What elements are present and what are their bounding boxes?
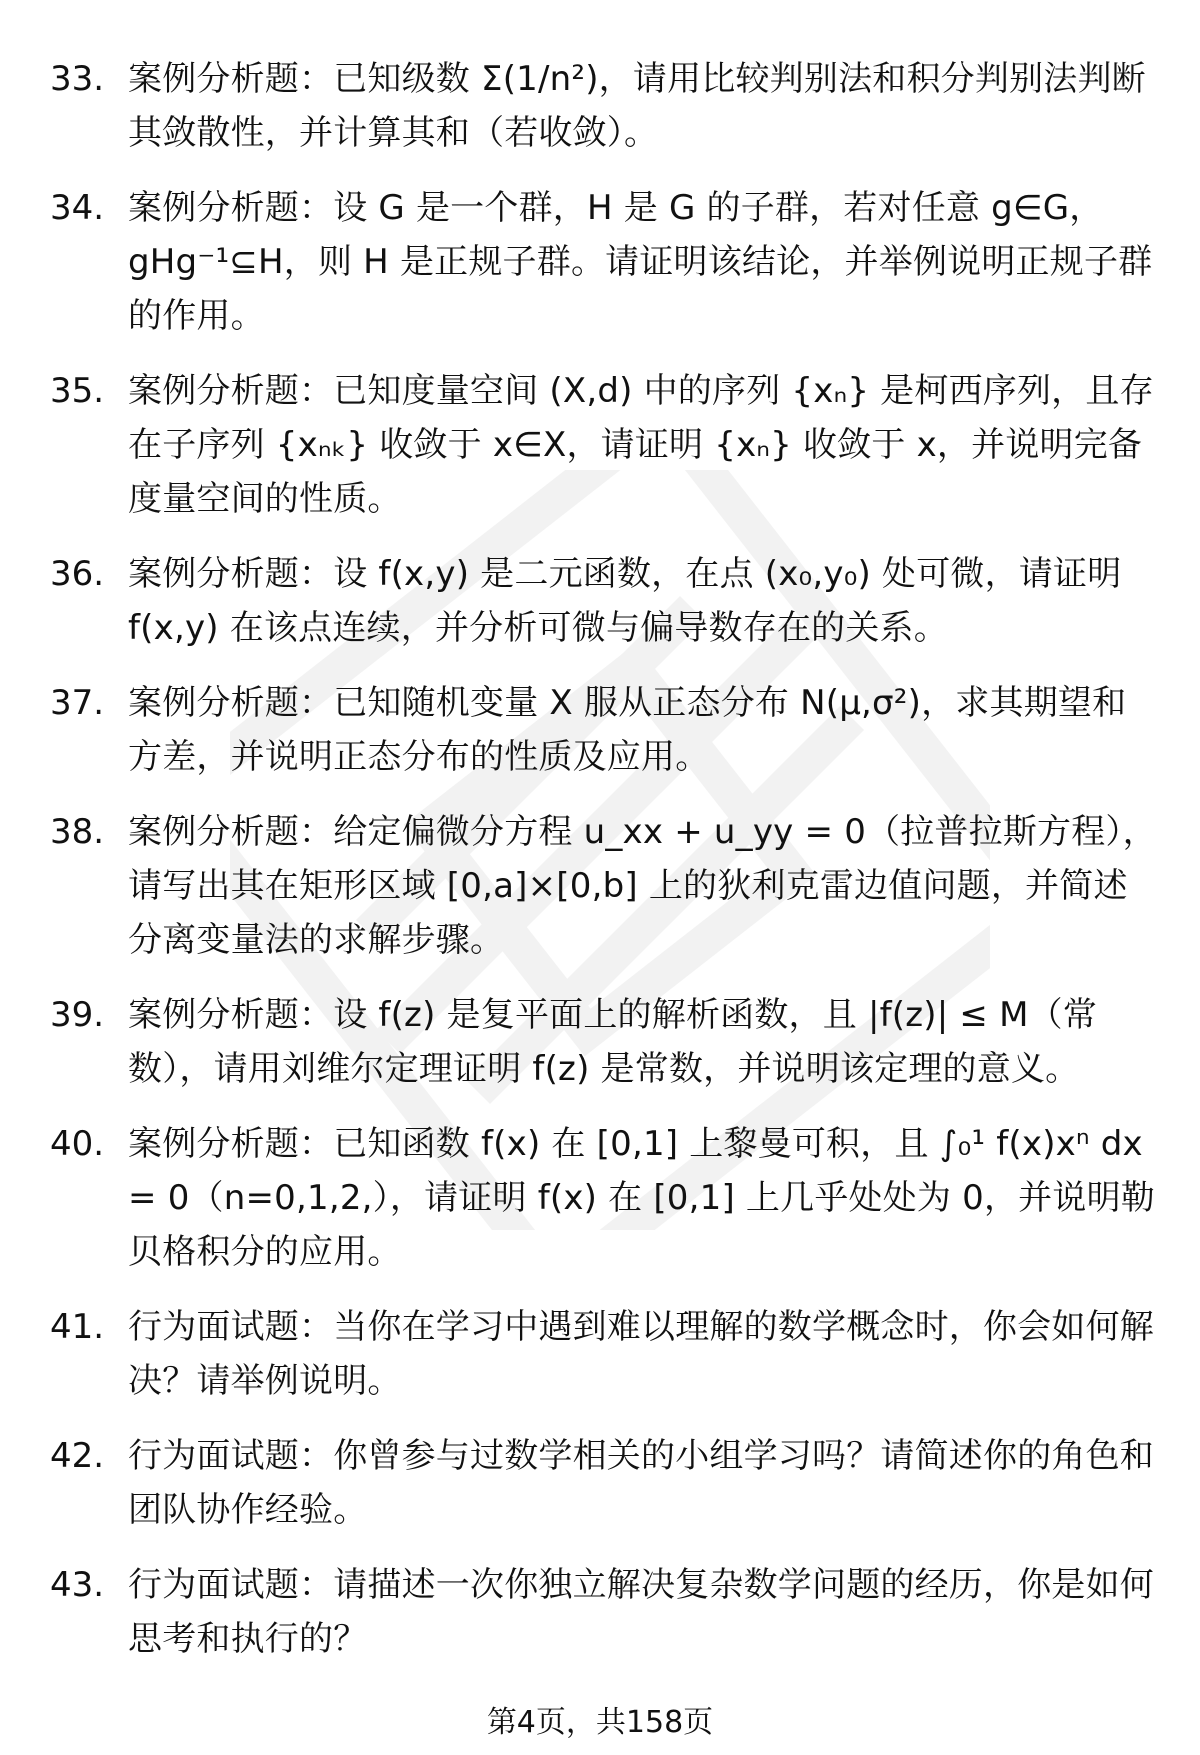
question-item	[50, 1300, 1160, 1408]
question-text: 案例分析题：设 G 是一个群，H 是 G 的子群，若对任意 g∈G，gHg⁻¹⊆H，则 H 是正规子群。请证明该结论，并举例说明正规子群的作用。	[128, 188, 1153, 336]
question-list	[50, 52, 1160, 1687]
question-number: 41.	[50, 1307, 105, 1347]
question-text: 案例分析题：已知随机变量 X 服从正态分布 N(μ,σ²)，求其期望和方差，并说明正态分布的性质及应用。	[128, 683, 1127, 777]
question-text: 案例分析题：已知函数 f(x) 在 [0,1] 上黎曼可积，且 ∫₀¹ f(x)xⁿ dx = 0（n=0,1,2,），请证明 f(x) 在 [0,1] 上几乎处处为 0，并说明勒贝格积分的应用。	[128, 1124, 1155, 1272]
question-item	[50, 676, 1160, 784]
question-number: 39.	[50, 995, 105, 1035]
question-item	[50, 52, 1160, 160]
question-text: 案例分析题：已知度量空间 (X,d) 中的序列 {xₙ} 是柯西序列，且存在子序列 {xₙₖ} 收敛于 x∈X，请证明 {xₙ} 收敛于 x，并说明完备度量空间的性质。	[128, 371, 1154, 519]
question-item	[50, 547, 1160, 655]
question-item	[50, 181, 1160, 343]
question-text: 行为面试题：请描述一次你独立解决复杂数学问题的经历，你是如何思考和执行的？	[128, 1565, 1154, 1659]
question-number: 35.	[50, 371, 105, 411]
question-item	[50, 364, 1160, 526]
question-text: 案例分析题：设 f(z) 是复平面上的解析函数，且 |f(z)| ≤ M（常数），请用刘维尔定理证明 f(z) 是常数，并说明该定理的意义。	[128, 995, 1098, 1089]
question-text: 案例分析题：给定偏微分方程 u_xx + u_yy = 0（拉普拉斯方程），请写出其在矩形区域 [0,a]×[0,b] 上的狄利克雷边值问题，并简述分离变量法的求解步骤。	[128, 812, 1157, 960]
question-number: 36.	[50, 554, 105, 594]
question-text: 行为面试题：你曾参与过数学相关的小组学习吗？请简述你的角色和团队协作经验。	[128, 1436, 1154, 1530]
question-number: 33.	[50, 59, 105, 99]
question-text: 案例分析题：已知级数 Σ(1/n²)，请用比较判别法和积分判别法判断其敛散性，并计算其和（若收敛）。	[128, 59, 1146, 153]
question-number: 40.	[50, 1124, 105, 1164]
question-number: 38.	[50, 812, 105, 852]
question-item	[50, 1558, 1160, 1666]
question-item	[50, 988, 1160, 1096]
question-item	[50, 1117, 1160, 1279]
question-item	[50, 1429, 1160, 1537]
question-number: 34.	[50, 188, 105, 228]
question-text: 行为面试题：当你在学习中遇到难以理解的数学概念时，你会如何解决？请举例说明。	[128, 1307, 1154, 1401]
question-number: 37.	[50, 683, 105, 723]
page-number-footer: 第4页，共158页	[486, 1705, 714, 1740]
question-item	[50, 805, 1160, 967]
question-text: 案例分析题：设 f(x,y) 是二元函数，在点 (x₀,y₀) 处可微，请证明 f(x,y) 在该点连续，并分析可微与偏导数存在的关系。	[128, 554, 1122, 648]
question-number: 42.	[50, 1436, 105, 1476]
question-number: 43.	[50, 1565, 105, 1605]
